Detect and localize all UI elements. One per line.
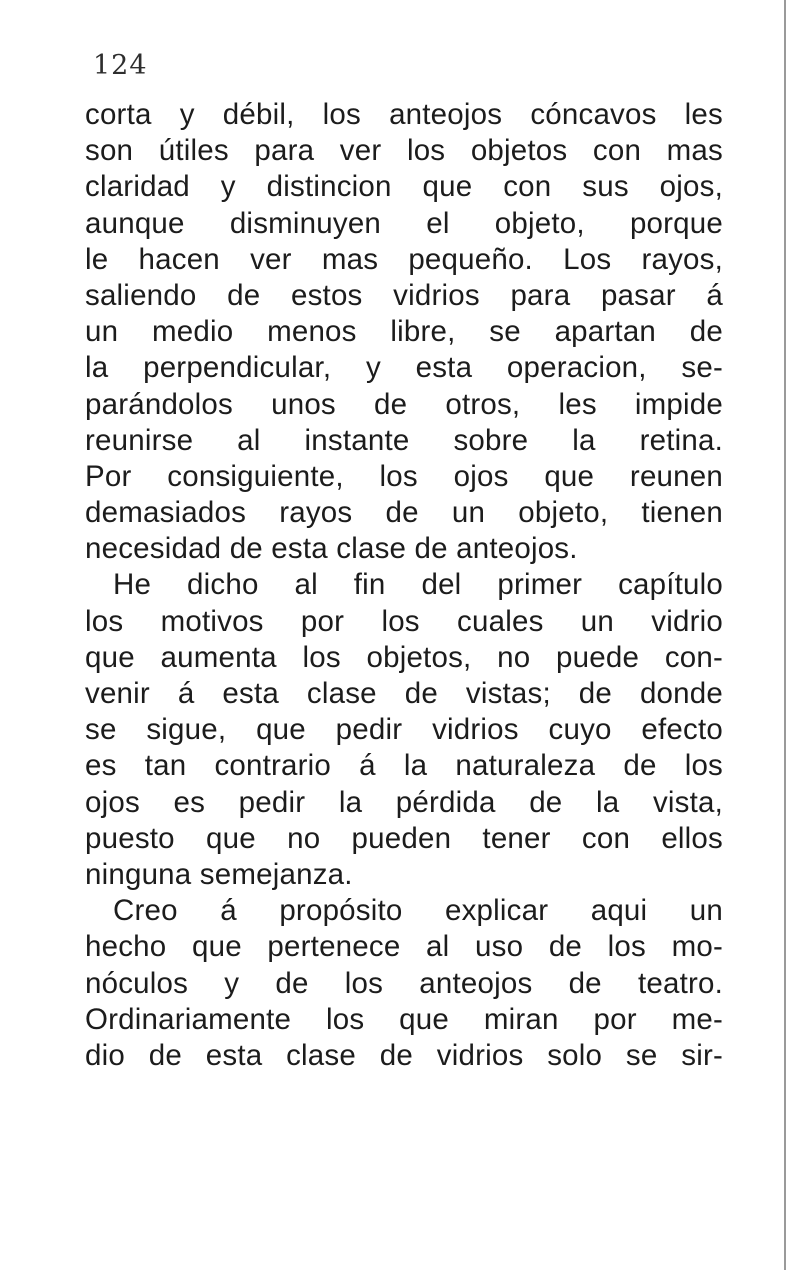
text-line: saliendo de estos vidrios para pasar á — [85, 278, 723, 312]
text-line: nóculos y de los anteojos de teatro. — [85, 966, 723, 1000]
text-line: puesto que no pueden tener con ellos — [85, 821, 723, 855]
text-line: claridad y distincion que con sus ojos, — [85, 170, 723, 204]
text-line: necesidad de esta clase de anteojos. — [85, 532, 578, 566]
text-line: reunirse al instante sobre la retina. — [85, 423, 723, 457]
text-line: ojos es pedir la pérdida de la vista, — [85, 785, 723, 819]
text-line: un medio menos libre, se apartan de — [85, 315, 723, 349]
text-line: son útiles para ver los objetos con mas — [85, 134, 723, 168]
text-line: Ordinariamente los que miran por me- — [85, 1002, 723, 1036]
page-edge-divider — [784, 0, 786, 1270]
text-line: demasiados rayos de un objeto, tienen — [85, 496, 723, 530]
body-text — [85, 97, 723, 1074]
text-line: que aumenta los objetos, no puede con- — [85, 640, 723, 674]
text-line: la perpendicular, y esta operacion, se- — [85, 351, 723, 385]
text-line: le hacen ver mas pequeño. Los rayos, — [85, 242, 723, 276]
text-line: los motivos por los cuales un vidrio — [85, 604, 723, 638]
page-number: 124 — [93, 50, 148, 81]
text-line: He dicho al fin del primer capítulo — [113, 568, 723, 602]
text-line: aunque disminuyen el objeto, porque — [85, 206, 723, 240]
text-line: corta y débil, los anteojos cóncavos les — [85, 98, 723, 131]
text-line: venir á esta clase de vistas; de donde — [85, 677, 723, 710]
text-line: Creo á propósito explicar aqui un — [113, 894, 723, 928]
text-line: hecho que pertenece al uso de los mo- — [85, 930, 723, 964]
text-line: ninguna semejanza. — [85, 857, 353, 891]
text-line: parándolos unos de otros, les impide — [85, 387, 723, 421]
text-line: se sigue, que pedir vidrios cuyo efecto — [85, 713, 723, 747]
text-line: dio de esta clase de vidrios solo se sir- — [85, 1038, 723, 1072]
text-line: es tan contrario á la naturaleza de los — [85, 749, 723, 783]
text-line: Por consiguiente, los ojos que reunen — [85, 459, 723, 493]
